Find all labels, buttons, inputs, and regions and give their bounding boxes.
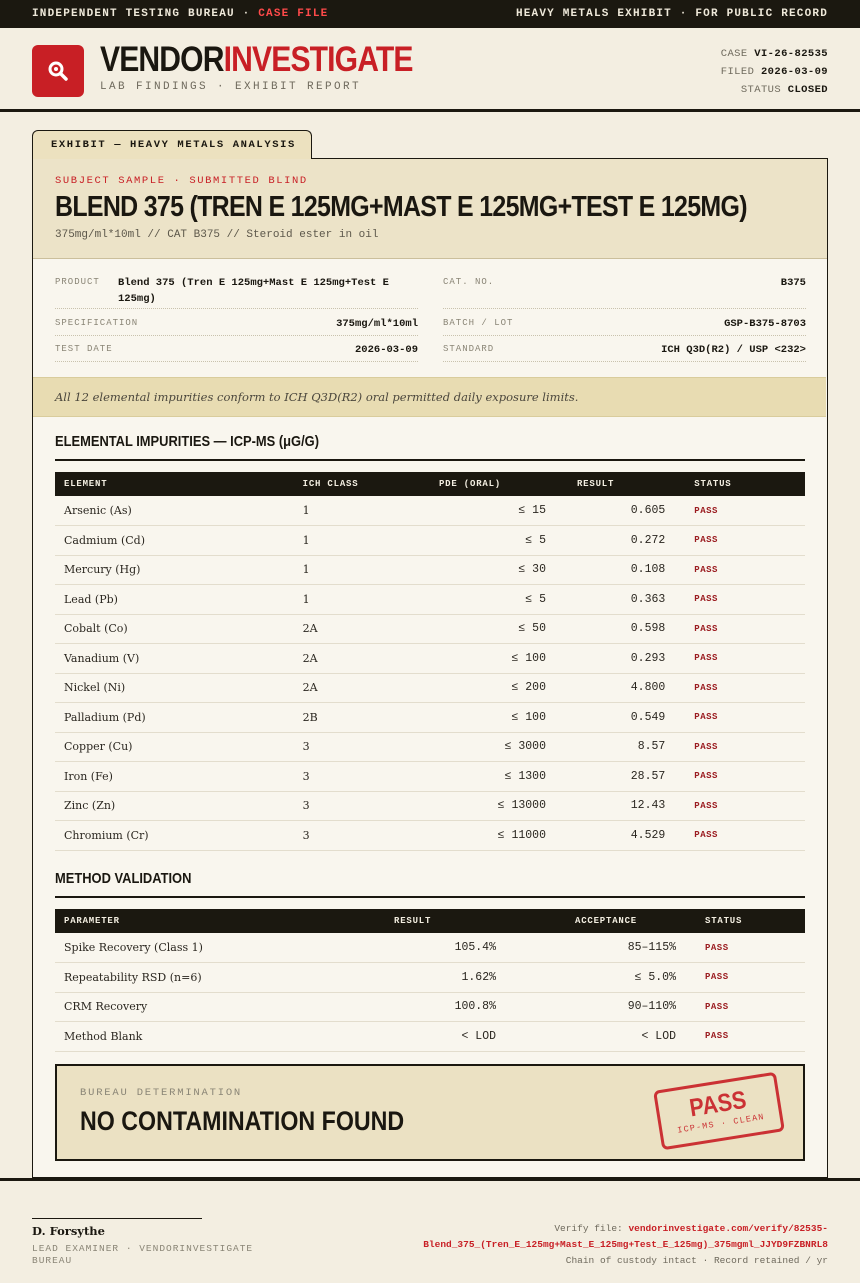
pde-cell: ≤ 100 (430, 703, 555, 733)
ich-class-cell: 2B (294, 703, 430, 733)
element-cell: Palladium (Pd) (55, 703, 294, 733)
verify-block (408, 1221, 828, 1269)
pde-cell: ≤ 3000 (430, 732, 555, 762)
val-result-cell: < LOD (385, 1022, 505, 1052)
pde-cell: ≤ 200 (430, 673, 555, 703)
col-element: ELEMENT (55, 472, 294, 496)
element-cell: Nickel (Ni) (55, 673, 294, 703)
filed-date-value: 2026-03-09 (760, 66, 828, 78)
footer-rule (0, 1178, 860, 1181)
case-number-label: CASE (720, 48, 748, 60)
validation-rule (55, 896, 805, 898)
element-cell: Lead (Pb) (55, 585, 294, 615)
verify-line-1 (408, 1221, 828, 1237)
validation-row (55, 992, 805, 1022)
acceptance-cell: ≤ 5.0% (505, 963, 685, 993)
impurities-body (55, 496, 805, 850)
result-cell: 8.57 (555, 732, 674, 762)
acceptance-cell: 90–110% (505, 992, 685, 1022)
pde-cell: ≤ 13000 (430, 791, 555, 821)
parameter-cell: Repeatability RSD (n=6) (55, 963, 385, 993)
parameter-cell: Spike Recovery (Class 1) (55, 933, 385, 963)
signature-line (32, 1218, 202, 1219)
brand-tagline: LAB FINDINGS · EXHIBIT REPORT (100, 81, 362, 93)
validation-header-row (55, 909, 805, 933)
result-cell: 4.800 (555, 673, 674, 703)
spec-specification-label: SPECIFICATION (55, 318, 139, 328)
validation-body (55, 933, 805, 1051)
element-cell: Zinc (Zn) (55, 791, 294, 821)
impurity-row (55, 732, 805, 762)
top-bar-label: INDEPENDENT TESTING BUREAU · (32, 8, 259, 20)
parameter-cell: Method Blank (55, 1022, 385, 1052)
examiner-role: LEAD EXAMINER · VENDORINVESTIGATE BUREAU (32, 1243, 254, 1266)
col-status: STATUS (674, 472, 805, 496)
acceptance-cell: 85–115% (505, 933, 685, 963)
col-parameter: PARAMETER (55, 909, 385, 933)
ich-class-cell: 3 (294, 791, 430, 821)
ich-class-cell: 3 (294, 762, 430, 792)
spec-grid (33, 259, 827, 377)
verify-link[interactable]: vendorinvestigate.com/verify/82535- (628, 1223, 828, 1234)
acceptance-cell: < LOD (505, 1022, 685, 1052)
status-cell: PASS (674, 762, 805, 792)
status-cell: PASS (674, 791, 805, 821)
result-cell: 0.272 (555, 526, 674, 556)
verify-label: Verify file: (554, 1223, 629, 1234)
result-cell: 28.57 (555, 762, 674, 792)
status-cell: PASS (674, 732, 805, 762)
spec-cat-value: B375 (780, 277, 806, 289)
impurity-row (55, 614, 805, 644)
result-cell: 0.108 (555, 555, 674, 585)
spec-batch (443, 316, 806, 336)
impurity-row (55, 703, 805, 733)
validation-row (55, 1022, 805, 1052)
val-status-cell: PASS (685, 992, 805, 1022)
pde-cell: ≤ 5 (430, 585, 555, 615)
spec-product (55, 275, 418, 309)
spec-standard-label: STANDARD (443, 344, 495, 354)
subject-title: BLEND 375 (TREN E 125MG+MAST E 125MG+TEST E 125MG) (55, 191, 747, 223)
ich-class-cell: 3 (294, 732, 430, 762)
ich-class-cell: 1 (294, 555, 430, 585)
top-bar-left (32, 8, 328, 20)
ich-class-cell: 2A (294, 614, 430, 644)
case-number (721, 45, 828, 63)
result-cell: 0.605 (555, 496, 674, 526)
pde-cell: ≤ 50 (430, 614, 555, 644)
col-val-status: STATUS (685, 909, 805, 933)
val-status-cell: PASS (685, 1022, 805, 1052)
ich-class-cell: 1 (294, 496, 430, 526)
result-cell: 0.598 (555, 614, 674, 644)
element-cell: Arsenic (As) (55, 496, 294, 526)
spec-batch-value: GSP-B375-8703 (724, 318, 806, 330)
case-status (721, 81, 828, 99)
status-cell: PASS (674, 614, 805, 644)
conformance-notice: All 12 elemental impurities conform to ICH Q3D(R2) oral permitted daily exposure limits. (33, 377, 826, 417)
status-cell: PASS (674, 673, 805, 703)
stamp-sub-text: ICP-MS · CLEAN (676, 1112, 766, 1136)
impurity-row (55, 791, 805, 821)
element-cell: Cobalt (Co) (55, 614, 294, 644)
result-cell: 12.43 (555, 791, 674, 821)
logo[interactable] (32, 45, 84, 97)
magnifier-icon (46, 59, 70, 83)
spec-product-value: Blend 375 (Tren E 125mg+Mast E 125mg+Test E 125mg) (118, 277, 389, 305)
spec-specification (55, 316, 418, 336)
element-cell: Chromium (Cr) (55, 821, 294, 851)
impurity-row (55, 644, 805, 674)
status-cell: PASS (674, 496, 805, 526)
brand-name (100, 40, 413, 80)
subject-eyebrow: SUBJECT SAMPLE · SUBMITTED BLIND (55, 175, 308, 187)
spec-product-label: PRODUCT (55, 277, 100, 287)
spec-cat-no (443, 275, 806, 309)
examiner-name: D. Forsythe (32, 1224, 105, 1238)
validation-table (55, 909, 805, 1052)
exhibit-card (32, 158, 828, 1178)
pass-stamp (653, 1072, 785, 1151)
status-cell: PASS (674, 526, 805, 556)
pde-cell: ≤ 30 (430, 555, 555, 585)
val-status-cell: PASS (685, 963, 805, 993)
pde-cell: ≤ 5 (430, 526, 555, 556)
custody-note: Chain of custody intact · Record retained / yr (565, 1255, 828, 1266)
status-cell: PASS (674, 585, 805, 615)
case-number-value: VI-26-82535 (754, 48, 828, 60)
ich-class-cell: 1 (294, 526, 430, 556)
impurity-row (55, 496, 805, 526)
status-cell: PASS (674, 821, 805, 851)
col-result: RESULT (555, 472, 674, 496)
spec-cat-label: CAT. NO. (443, 277, 495, 287)
pde-cell: ≤ 100 (430, 644, 555, 674)
filed-date-label: FILED (720, 66, 755, 78)
val-result-cell: 100.8% (385, 992, 505, 1022)
impurities-title: ELEMENTAL IMPURITIES — ICP-MS (μG/G) (55, 433, 319, 450)
subject-subline: 375mg/ml*10ml // CAT B375 // Steroid ester in oil (55, 229, 379, 241)
col-val-result: RESULT (385, 909, 505, 933)
impurity-row (55, 555, 805, 585)
element-cell: Mercury (Hg) (55, 555, 294, 585)
header (0, 28, 860, 112)
parameter-cell: CRM Recovery (55, 992, 385, 1022)
spec-test-date (55, 342, 418, 362)
element-cell: Cadmium (Cd) (55, 526, 294, 556)
top-bar (0, 0, 860, 28)
case-status-value: CLOSED (787, 84, 828, 96)
exhibit-tab[interactable]: EXHIBIT — HEAVY METALS ANALYSIS (32, 130, 312, 159)
top-bar-right: HEAVY METALS EXHIBIT · FOR PUBLIC RECORD (515, 8, 828, 20)
validation-title: METHOD VALIDATION (55, 870, 192, 887)
impurity-row (55, 762, 805, 792)
verify-link-continued[interactable]: Blend_375_(Tren_E_125mg+Mast_E_125mg+Test_E_125mg)_375mgml_JJYD9FZBNRL8 (423, 1239, 828, 1250)
element-cell: Vanadium (V) (55, 644, 294, 674)
status-cell: PASS (674, 703, 805, 733)
filed-date (721, 63, 828, 81)
ich-class-cell: 3 (294, 821, 430, 851)
validation-row (55, 933, 805, 963)
spec-specification-value: 375mg/ml*10ml (336, 318, 418, 330)
impurities-header-row (55, 472, 805, 496)
element-cell: Iron (Fe) (55, 762, 294, 792)
impurity-row (55, 673, 805, 703)
element-cell: Copper (Cu) (55, 732, 294, 762)
spec-standard (443, 342, 806, 362)
val-result-cell: 1.62% (385, 963, 505, 993)
case-file-label: CASE FILE (258, 8, 329, 20)
brand-name-part2: INVESTIGATE (223, 40, 413, 79)
col-acceptance: ACCEPTANCE (505, 909, 685, 933)
col-ich-class: ICH CLASS (294, 472, 430, 496)
bureau-determination (55, 1064, 805, 1161)
status-cell: PASS (674, 644, 805, 674)
case-meta (721, 45, 828, 99)
case-status-label: STATUS (740, 84, 782, 96)
ich-class-cell: 2A (294, 644, 430, 674)
pde-cell: ≤ 15 (430, 496, 555, 526)
col-pde: PDE (ORAL) (430, 472, 555, 496)
impurities-rule (55, 459, 805, 461)
result-cell: 0.549 (555, 703, 674, 733)
determination-verdict: NO CONTAMINATION FOUND (80, 1106, 405, 1136)
impurities-table (55, 472, 805, 851)
result-cell: 0.293 (555, 644, 674, 674)
impurity-row (55, 585, 805, 615)
val-status-cell: PASS (685, 933, 805, 963)
result-cell: 4.529 (555, 821, 674, 851)
pde-cell: ≤ 11000 (430, 821, 555, 851)
spec-standard-value: ICH Q3D(R2) / USP <232> (661, 344, 806, 356)
ich-class-cell: 1 (294, 585, 430, 615)
impurity-row (55, 526, 805, 556)
ich-class-cell: 2A (294, 673, 430, 703)
validation-row (55, 963, 805, 993)
subject-section (33, 159, 827, 259)
stamp-main-text: PASS (687, 1085, 749, 1123)
spec-test-date-value: 2026-03-09 (354, 344, 418, 356)
spec-test-date-label: TEST DATE (55, 344, 113, 354)
spec-batch-label: BATCH / LOT (443, 318, 514, 328)
determination-eyebrow: BUREAU DETERMINATION (80, 1087, 243, 1099)
result-cell: 0.363 (555, 585, 674, 615)
status-cell: PASS (674, 555, 805, 585)
impurity-row (55, 821, 805, 851)
brand-name-part1: VENDOR (100, 40, 224, 79)
val-result-cell: 105.4% (385, 933, 505, 963)
pde-cell: ≤ 1300 (430, 762, 555, 792)
